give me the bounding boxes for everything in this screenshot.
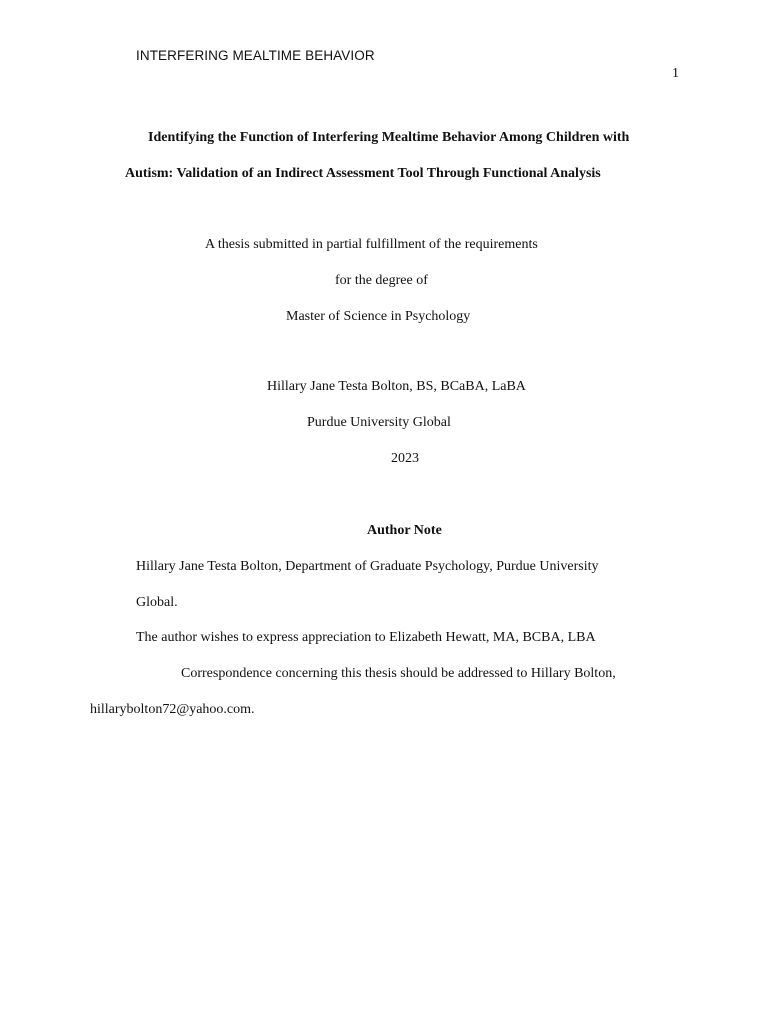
institution-name: Purdue University Global: [307, 415, 451, 430]
page-number: 1: [672, 66, 679, 81]
author-note-department-continued: Global.: [136, 595, 178, 610]
author-note-department: Hillary Jane Testa Bolton, Department of Graduate Psychology, Purdue University: [136, 559, 599, 574]
author-name: Hillary Jane Testa Bolton, BS, BCaBA, LaBA: [267, 379, 526, 394]
author-email: hillarybolton72@yahoo.com.: [90, 702, 255, 717]
author-note-acknowledgement: The author wishes to express appreciation to Elizabeth Hewatt, MA, BCBA, LBA: [136, 630, 596, 645]
author-note-heading: Author Note: [367, 523, 442, 538]
running-head: INTERFERING MEALTIME BEHAVIOR: [136, 48, 375, 63]
degree-label: for the degree of: [335, 273, 428, 288]
year: 2023: [391, 451, 419, 466]
submission-statement: A thesis submitted in partial fulfillment of the requirements: [205, 237, 538, 252]
title-line-2: Autism: Validation of an Indirect Assessment Tool Through Functional Analysis: [125, 166, 601, 181]
degree-name: Master of Science in Psychology: [286, 309, 471, 324]
author-note-correspondence: Correspondence concerning this thesis should be addressed to Hillary Bolton,: [181, 666, 616, 681]
title-line-1: Identifying the Function of Interfering Mealtime Behavior Among Children with: [148, 130, 630, 145]
